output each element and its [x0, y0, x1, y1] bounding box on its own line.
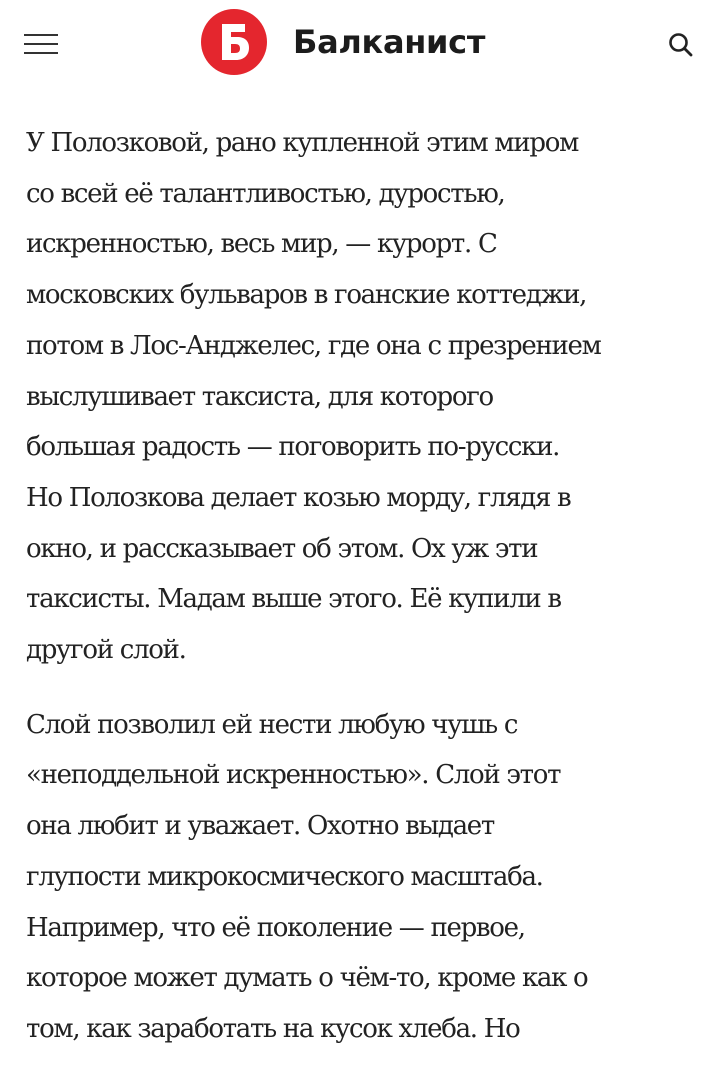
article-paragraph — [26, 118, 700, 676]
text-line: таксисты. Мадам выше этого. Её купили в — [26, 584, 561, 615]
search-icon — [666, 30, 696, 60]
article-body — [26, 118, 700, 1079]
site-logo[interactable] — [201, 7, 485, 77]
menu-button[interactable] — [24, 30, 60, 58]
text-line: другой слой. — [26, 635, 186, 666]
text-line: потом в Лос-Анджелес, где она с презрением — [26, 330, 601, 361]
text-line: глупости микрокосмического масштаба. — [26, 861, 543, 892]
text-line: том, как заработать на кусок хлеба. Но — [26, 1013, 520, 1044]
text-line: выслушивает таксиста, для которого — [26, 381, 493, 412]
text-line: Например, что её поколение — первое, — [26, 912, 525, 943]
text-line: окно, и рассказывает об этом. Ох уж эти — [26, 533, 538, 564]
brand-name: Балканист — [293, 23, 486, 61]
search-button[interactable] — [666, 30, 696, 60]
text-line: большая радость — поговорить по-русски. — [26, 432, 560, 463]
text-line: Слой позволил ей нести любую чушь с — [26, 709, 518, 740]
article-paragraph — [26, 700, 700, 1055]
text-line: Но Полозкова делает козью морду, глядя в — [26, 482, 571, 513]
text-line: которое может думать о чём-то, кроме как о — [26, 963, 588, 994]
site-header — [0, 0, 720, 90]
text-line: искренностью, весь мир, — курорт. С — [26, 229, 497, 260]
logo-mark — [201, 9, 267, 75]
text-line: она любит и уважает. Охотно выдает — [26, 811, 494, 842]
text-line: «неподдельной искренностью». Слой этот — [26, 760, 561, 791]
text-line: московских бульваров в гоанские коттеджи, — [26, 280, 587, 311]
menu-icon — [24, 30, 60, 58]
text-line: со всей её талантливостью, дуростью, — [26, 178, 505, 209]
logo-letter-icon — [201, 9, 267, 75]
text-line: У Полозковой, рано купленной этим миром — [26, 128, 578, 158]
